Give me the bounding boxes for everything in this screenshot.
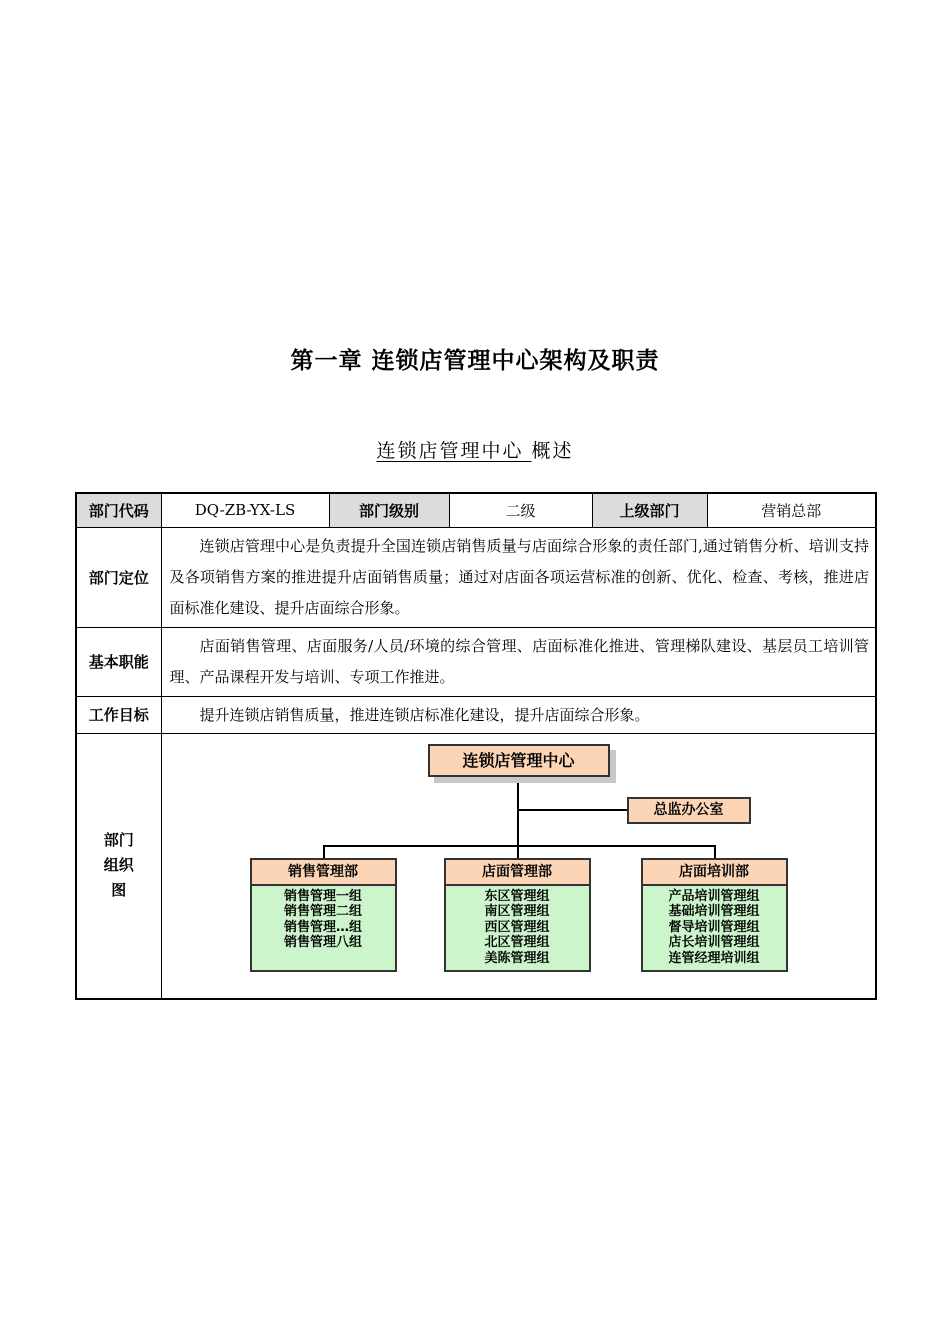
org-group-item: 督导培训管理组: [668, 919, 760, 935]
org-chart-label-line: 图: [111, 881, 127, 900]
org-group-item: 东区管理组: [484, 888, 550, 904]
chapter-title: 第一章 连锁店管理中心架构及职责: [290, 348, 660, 374]
org-chart-cell: [161, 733, 876, 999]
org-group-item: 西区管理组: [484, 919, 550, 935]
org-group-item: 销售管理二组: [283, 904, 362, 919]
header-row: [76, 493, 876, 527]
goals-text: 提升连锁店销售质量，推进连锁店标准化建设，提升店面综合形象。: [161, 696, 876, 733]
org-office-node: 总监办公室: [627, 797, 751, 824]
org-group-item: 销售管理…组: [283, 919, 362, 935]
connector-line: [323, 845, 325, 858]
goals-label: 工作目标: [76, 696, 161, 733]
org-chart-label: [76, 733, 161, 999]
org-group-item: 销售管理八组: [283, 935, 362, 950]
org-chart-label-line: 组织: [103, 856, 134, 875]
org-chart-label-line: 部门: [103, 831, 134, 850]
org-group-item: 北区管理组: [484, 935, 550, 950]
org-dept-store: 店面管理部: [444, 858, 591, 886]
connector-line: [518, 809, 628, 811]
org-group-item: 销售管理一组: [283, 888, 362, 904]
org-group-item: 南区管理组: [484, 904, 550, 919]
org-dept-training: 店面培训部: [641, 858, 788, 886]
section-title-suffix: 概述: [531, 440, 574, 462]
positioning-row: [76, 527, 876, 627]
org-top-node: 连锁店管理中心: [428, 744, 610, 777]
org-chart-row: [76, 733, 876, 999]
functions-label: 基本职能: [76, 627, 161, 696]
parent-dept-value: 营销总部: [707, 493, 876, 527]
org-dept-sales-groups: [250, 884, 397, 972]
org-group-item: 基础培训管理组: [668, 904, 760, 919]
org-group-item: 店长培训管理组: [668, 935, 760, 950]
dept-code-label: 部门代码: [76, 493, 161, 527]
section-title-main: 连锁店管理中心: [376, 440, 532, 462]
functions-text: 店面销售管理、店面服务/人员/环境的综合管理、店面标准化推进、管理梯队建设、基层员工培训管理、产品课程开发与培训、专项工作推进。: [161, 627, 876, 696]
connector-line: [323, 845, 716, 847]
org-dept-sales: 销售管理部: [250, 858, 397, 886]
org-group-item: 美陈管理组: [484, 950, 550, 966]
department-info-table: [75, 492, 877, 1000]
goals-row: [76, 696, 876, 733]
dept-level-label: 部门级别: [329, 493, 449, 527]
connector-line: [714, 845, 716, 858]
positioning-label: 部门定位: [76, 527, 161, 627]
org-group-item: 产品培训管理组: [668, 888, 760, 904]
org-dept-store-groups: [444, 884, 591, 972]
org-dept-training-groups: [641, 884, 788, 972]
dept-code-value: DQ-ZB-YX-LS: [161, 493, 329, 527]
positioning-text: 连锁店管理中心是负责提升全国连锁店销售质量与店面综合形象的责任部门,通过销售分析、培训支持及各项销售方案的推进提升店面销售质量；通过对店面各项运营标准的创新、优化、检查、考核，推进店面标准化建设、提升店面综合形象。: [161, 527, 876, 627]
parent-dept-label: 上级部门: [592, 493, 707, 527]
functions-row: [76, 627, 876, 696]
org-chart: [162, 734, 876, 998]
dept-level-value: 二级: [449, 493, 592, 527]
org-group-item: 连管经理培训组: [668, 950, 760, 966]
section-title: [0, 436, 950, 463]
